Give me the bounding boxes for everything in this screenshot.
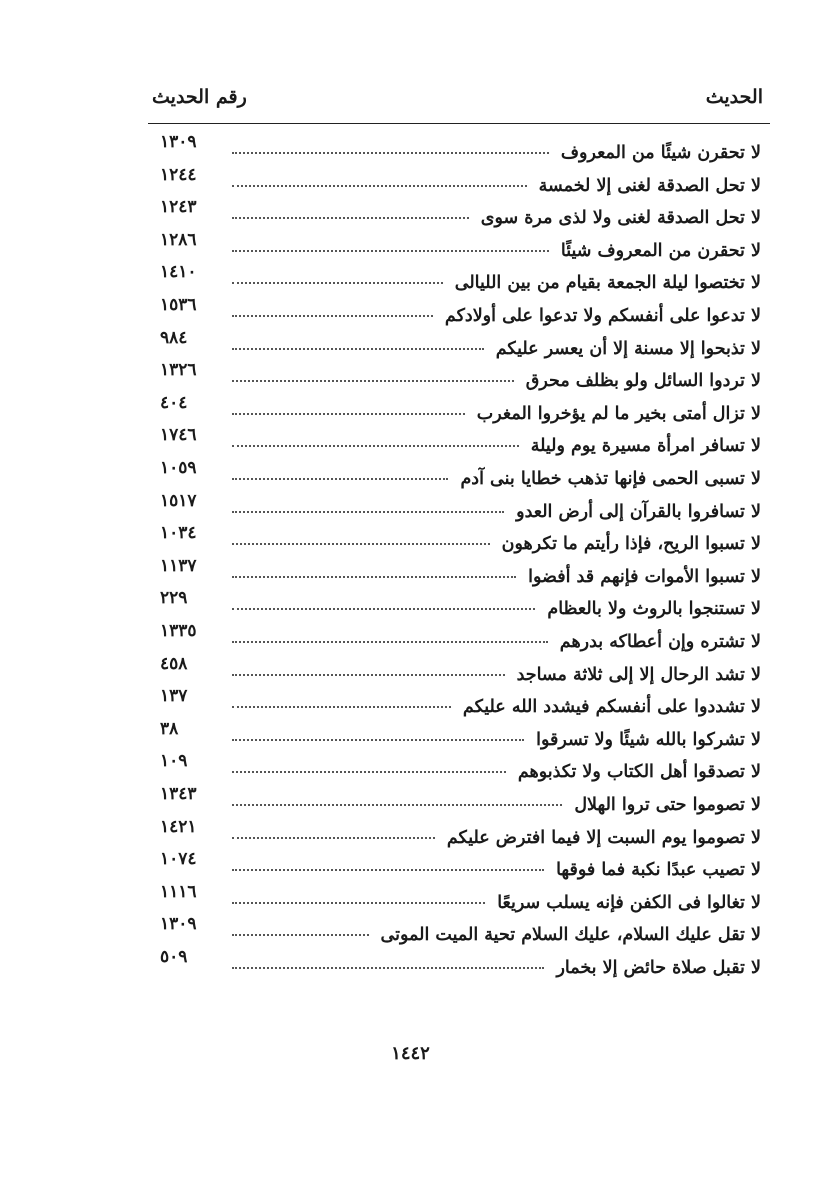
dot-leader bbox=[232, 413, 465, 415]
dot-leader bbox=[232, 869, 544, 871]
dot-leader bbox=[232, 641, 548, 643]
index-entry bbox=[0, 784, 821, 822]
hadith-text: لا تسبوا الريح، فإذا رأيتم ما تكرهون bbox=[501, 534, 761, 555]
index-entry bbox=[0, 523, 821, 561]
dot-leader bbox=[232, 543, 490, 545]
dot-leader bbox=[232, 771, 506, 773]
hadith-number: ٤٠٤ bbox=[160, 392, 188, 413]
hadith-number: ٤٥٨ bbox=[160, 653, 188, 674]
hadith-text: لا تردوا السائل ولو بظلف محرق bbox=[525, 371, 761, 392]
dot-leader bbox=[232, 674, 505, 676]
index-entry bbox=[0, 588, 821, 626]
index-entry bbox=[0, 881, 821, 920]
index-entry bbox=[0, 555, 821, 594]
dot-leader bbox=[232, 576, 516, 578]
hadith-number: ١٠٥٩ bbox=[160, 458, 197, 478]
dot-leader bbox=[232, 739, 524, 741]
hadith-number: ٢٢٩ bbox=[160, 588, 188, 609]
index-entry bbox=[0, 295, 821, 333]
hadith-text: لا تدعوا على أنفسكم ولا تدعوا على أولادكم bbox=[444, 306, 761, 326]
hadith-number: ١٣٧ bbox=[160, 686, 188, 707]
hadith-number: ١٣٤٣ bbox=[160, 784, 197, 804]
index-entry bbox=[0, 392, 821, 431]
dot-leader bbox=[232, 185, 527, 187]
index-entry bbox=[0, 653, 821, 692]
hadith-text: لا تحل الصدقة لغنى ولا لذى مرة سوى bbox=[480, 208, 761, 229]
index-entry bbox=[0, 718, 821, 757]
index-entry bbox=[0, 849, 821, 887]
hadith-number: ١٤٢١ bbox=[160, 816, 197, 837]
index-entry bbox=[0, 197, 821, 235]
index-entry bbox=[0, 816, 821, 855]
hadith-number: ١٣٠٩ bbox=[160, 914, 197, 935]
hadith-text: لا تقل عليك السلام، عليك السلام تحية الميت الموتى bbox=[380, 925, 761, 946]
hadith-text: لا تشددوا على أنفسكم فيشدد الله عليكم bbox=[462, 697, 761, 718]
index-entry bbox=[0, 686, 821, 724]
hadith-text: لا تختصوا ليلة الجمعة بقيام من بين الليالى bbox=[454, 273, 761, 294]
hadith-number: ٥٠٩ bbox=[160, 947, 188, 967]
hadith-text: لا تصيب عبدًا نكبة فما فوقها bbox=[556, 860, 761, 881]
index-entry bbox=[0, 914, 821, 952]
hadith-text: لا تصوموا يوم السبت إلا فيما افترض عليكم bbox=[446, 827, 761, 848]
hadith-text: لا تسبى الحمى فإنها تذهب خطايا بنى آدم bbox=[460, 469, 761, 489]
index-entry bbox=[0, 458, 821, 496]
hadith-number: ١١٣٧ bbox=[160, 555, 197, 576]
hadith-text: لا تصوموا حتى تروا الهلال bbox=[574, 795, 761, 815]
hadith-text: لا تحل الصدقة لغنى إلا لخمسة bbox=[538, 175, 761, 196]
index-entry bbox=[0, 229, 821, 268]
dot-leader bbox=[232, 217, 469, 219]
dot-leader bbox=[232, 152, 549, 154]
dot-leader bbox=[232, 511, 504, 513]
hadith-number: ١٢٨٦ bbox=[160, 229, 197, 250]
dot-leader bbox=[232, 348, 484, 350]
hadith-number: ١٥١٧ bbox=[160, 490, 197, 511]
hadith-text: لا تسافر امرأة مسيرة يوم وليلة bbox=[530, 436, 761, 457]
hadith-number: ١٢٤٣ bbox=[160, 197, 197, 218]
hadith-number: ١٠٩ bbox=[160, 751, 188, 772]
hadith-number: ١٢٤٤ bbox=[160, 164, 197, 185]
dot-leader bbox=[232, 837, 435, 839]
dot-leader bbox=[232, 706, 451, 708]
hadith-text: لا تحقرن شيئًا من المعروف bbox=[560, 143, 761, 163]
hadith-text: لا تقبل صلاة حائض إلا بخمار bbox=[556, 958, 761, 978]
dot-leader bbox=[232, 315, 433, 317]
index-entry bbox=[0, 947, 821, 985]
page-number: ١٤٤٢ bbox=[391, 1043, 430, 1064]
index-entry bbox=[0, 360, 821, 398]
hadith-number: ١١١٦ bbox=[160, 881, 197, 902]
column-header-hadith-number: رقم الحديث bbox=[152, 86, 247, 108]
hadith-number: ١٥٣٦ bbox=[160, 295, 197, 315]
hadith-number: ١٤١٠ bbox=[160, 262, 197, 283]
dot-leader bbox=[232, 445, 519, 447]
hadith-text: لا تصدقوا أهل الكتاب ولا تكذبوهم bbox=[517, 762, 761, 783]
index-entry bbox=[0, 751, 821, 789]
hadith-text: لا تشركوا بالله شيئًا ولا تسرقوا bbox=[536, 729, 761, 750]
hadith-text: لا تذبحوا إلا مسنة إلا أن يعسر عليكم bbox=[495, 338, 761, 359]
hadith-text: لا تحقرن من المعروف شيئًا bbox=[560, 240, 761, 261]
header-rule bbox=[148, 123, 770, 124]
hadith-text: لا تشتره وإن أعطاكه بدرهم bbox=[559, 632, 761, 652]
hadith-text: لا تسافروا بالقرآن إلى أرض العدو bbox=[516, 501, 761, 522]
hadith-text: لا تزال أمتى بخير ما لم يؤخروا المغرب bbox=[476, 403, 761, 424]
hadith-number: ١٠٧٤ bbox=[160, 849, 197, 870]
index-entry bbox=[0, 490, 821, 529]
dot-leader bbox=[232, 250, 549, 252]
hadith-number: ١٣٢٦ bbox=[160, 360, 197, 381]
index-entry bbox=[0, 327, 821, 366]
dot-leader bbox=[232, 804, 562, 806]
dot-leader bbox=[232, 380, 514, 382]
hadith-number: ٣٨ bbox=[160, 718, 179, 739]
hadith-text: لا تغالوا فى الكفن فإنه يسلب سريعًا bbox=[497, 892, 761, 913]
hadith-text: لا تستنجوا بالروث ولا بالعظام bbox=[547, 599, 761, 620]
hadith-text: لا تشد الرحال إلا إلى ثلاثة مساجد bbox=[516, 664, 761, 685]
hadith-number: ١٣٠٩ bbox=[160, 132, 197, 152]
dot-leader bbox=[232, 902, 485, 904]
dot-leader bbox=[232, 934, 369, 936]
hadith-number: ١٧٤٦ bbox=[160, 425, 197, 446]
index-entry bbox=[0, 262, 821, 300]
dot-leader bbox=[232, 478, 448, 480]
index-entry bbox=[0, 425, 821, 463]
index-entry bbox=[0, 621, 821, 659]
dot-leader bbox=[232, 967, 544, 969]
hadith-number: ١٣٣٥ bbox=[160, 621, 197, 641]
dot-leader bbox=[232, 608, 535, 610]
column-header-hadith: الحديث bbox=[705, 86, 763, 108]
dot-leader bbox=[232, 282, 443, 284]
hadith-number: ٩٨٤ bbox=[160, 327, 188, 348]
index-entry bbox=[0, 164, 821, 203]
hadith-text: لا تسبوا الأموات فإنهم قد أفضوا bbox=[528, 566, 761, 587]
index-entry bbox=[0, 132, 821, 170]
hadith-number: ١٠٣٤ bbox=[160, 523, 197, 544]
